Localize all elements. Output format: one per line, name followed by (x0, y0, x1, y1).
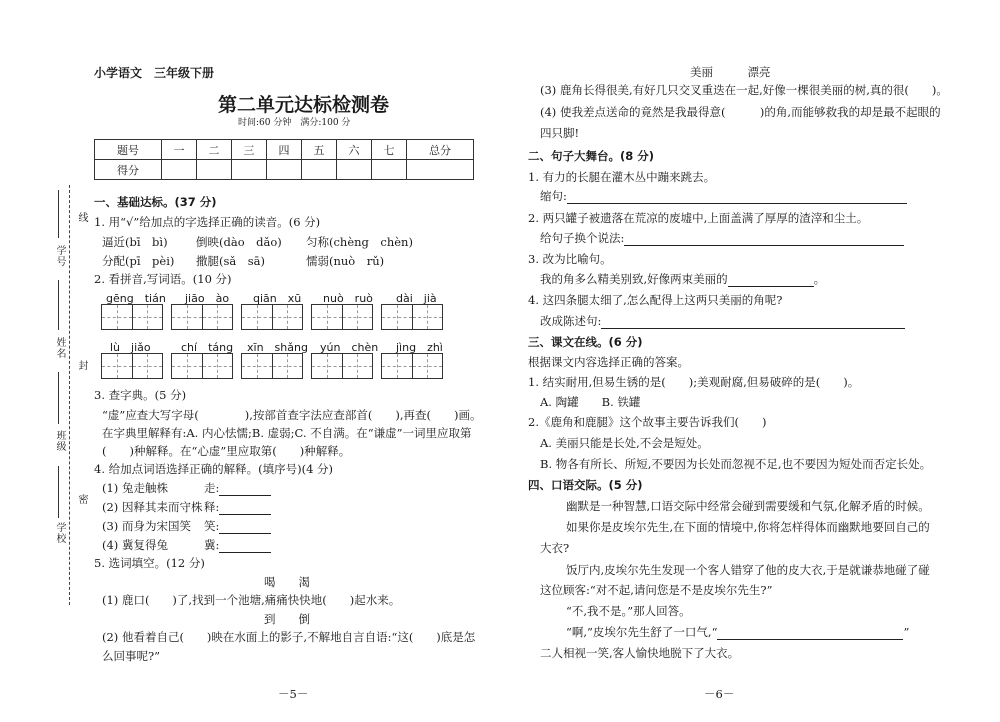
score-input-cell[interactable] (267, 160, 302, 180)
sentence-question: 3. 改为比喻句。 (528, 252, 612, 266)
section-3-heading: 三、课文在线。(6 分) (528, 335, 643, 349)
q5-sentence[interactable]: (1) 鹿口( )了,找到一个池塘,痛痛快快地( )起水来。 (102, 593, 401, 607)
score-cell: 五 (301, 140, 336, 160)
pinyin-label: jiāo ào (185, 292, 230, 305)
writing-grid[interactable] (241, 304, 303, 330)
q4-item-left: (2) 因释其耒而守株 (102, 500, 203, 514)
answer-prompt: 我的角多么精美别致,好像两束美丽的 (540, 272, 728, 286)
pinyin-label: nuò ruò (323, 292, 373, 305)
choice-option[interactable]: B. 物各有所长、所短,不要因为长处而忽视不足,也不要因为短处而否定长处。 (540, 457, 932, 471)
q5-sentence[interactable]: (3) 鹿角长得很美,有好几只交叉重迭在一起,好像一棵很美丽的树,真的很( )。 (540, 83, 948, 97)
score-input-cell[interactable] (301, 160, 336, 180)
xuexiao-line[interactable] (58, 466, 59, 518)
choice-options[interactable]: A. 陶罐 B. 铁罐 (540, 395, 641, 409)
answer-line[interactable] (219, 521, 271, 534)
score-cell: 题号 (95, 140, 162, 160)
q5-sentence[interactable]: (4) 使我差点送命的竟然是我最得意( )的角,而能够救我的却是最不起眼的 (540, 105, 941, 119)
pinyin-label: xīn shǎng (247, 341, 308, 354)
answer-line[interactable] (219, 540, 271, 553)
label-xuehao: 学号 (54, 245, 65, 267)
q4-item-right[interactable] (204, 520, 271, 534)
q4-item-key: 笑: (204, 519, 220, 533)
score-input-cell[interactable] (197, 160, 232, 180)
answer-row[interactable] (540, 232, 904, 246)
q4-item-key: 冀: (204, 538, 220, 552)
xuehao-line[interactable] (58, 190, 59, 238)
q4-item-right[interactable] (204, 501, 271, 515)
banji-line[interactable] (58, 372, 59, 424)
answer-end: 。 (813, 272, 826, 286)
q5-word-choices: 美丽 漂亮 (690, 65, 771, 79)
q4-item-right[interactable] (204, 482, 271, 496)
pinyin-label: qiān xū (253, 292, 302, 305)
answer-line[interactable] (728, 274, 814, 287)
story-text: “不,我不是。”那人回答。 (566, 604, 691, 618)
section-3-intro: 根据课文内容选择正确的答案。 (528, 355, 689, 369)
pinyin-label: dài jià (396, 292, 437, 305)
score-cell: 得分 (95, 160, 162, 180)
sentence-question: 4. 这四条腿太细了,怎么配得上这两只美丽的角呢? (528, 293, 783, 307)
page-number-left: －5－ (278, 687, 309, 701)
writing-grid[interactable] (241, 353, 303, 379)
q3-line: 在字典里解释有:A. 内心怯懦;B. 虚弱;C. 不自满。在“谦虚”一词里应取第 (102, 426, 472, 440)
question-5: 5. 选词填空。(12 分) (94, 556, 205, 570)
answer-line[interactable] (717, 627, 903, 640)
page-number-right: －6－ (704, 687, 735, 701)
choice-option[interactable]: A. 美丽只能是长处,不会是短处。 (540, 436, 709, 450)
story-text: 饭厅内,皮埃尔先生发现一个客人错穿了他的皮大衣,于是就谦恭地碰了碰 (566, 563, 930, 577)
score-cell: 三 (232, 140, 267, 160)
writing-grid[interactable] (311, 353, 373, 379)
writing-grid[interactable] (381, 304, 443, 330)
score-cell: 七 (371, 140, 406, 160)
label-xingming: 姓名 (54, 337, 65, 359)
story-text: 这位顾客:“对不起,请问您是不是皮埃尔先生?” (540, 583, 773, 597)
pinyin-label: yún chèn (320, 341, 379, 354)
pinyin-label: chí táng (181, 341, 234, 354)
q1-item[interactable]: 倒映(dào dǎo) (196, 235, 282, 249)
q1-item[interactable]: 匀称(chèng chèn) (306, 235, 413, 249)
q4-item-left: (3) 而身为宋国笑 (102, 519, 191, 533)
story-text: 二人相视一笑,客人愉快地脱下了大衣。 (540, 646, 740, 660)
q4-item-key: 释: (204, 500, 220, 514)
binding-mark-mi: 密 (76, 494, 87, 505)
pinyin-label: lù jiǎo (110, 341, 151, 354)
q4-item-left: (1) 兔走触株 (102, 481, 168, 495)
binding-mark-feng: 封 (76, 360, 87, 371)
q5-word-choices: 到 倒 (264, 612, 310, 626)
q5-sentence: 四只脚! (540, 126, 580, 140)
writing-grid[interactable] (171, 304, 233, 330)
score-cell: 四 (267, 140, 302, 160)
q3-line[interactable]: ( )种解释。在“心虚”里应取第( )种解释。 (102, 444, 351, 458)
question-4: 4. 给加点词语选择正确的解释。(填序号)(4 分) (94, 462, 334, 476)
q1-item[interactable]: 分配(pī pèi) (102, 254, 175, 268)
score-cell: 六 (336, 140, 371, 160)
q5-sentence[interactable]: (2) 他看着自己( )映在水面上的影子,不解地自言自语:“这( )底是怎 (102, 630, 476, 644)
q3-line[interactable]: “虚”应查大写字母( ),按部首查字法应查部首( ),再查( )画。 (102, 408, 482, 422)
score-table-score-row (95, 160, 474, 180)
answer-line[interactable] (219, 483, 271, 496)
answer-row[interactable] (540, 315, 905, 329)
q1-item[interactable]: 逼近(bī bì) (102, 235, 168, 249)
paragraph: 如果你是皮埃尔先生,在下面的情境中,你将怎样得体而幽默地要回自己的 (566, 520, 930, 534)
q4-item-left: (4) 冀复得兔 (102, 538, 168, 552)
answer-line[interactable] (624, 233, 904, 246)
score-input-cell[interactable] (162, 160, 197, 180)
answer-label: 给句子换个说法: (540, 231, 625, 245)
section-4-heading: 四、口语交际。(5 分) (528, 478, 643, 492)
q4-item-right[interactable] (204, 539, 271, 553)
score-input-cell[interactable] (336, 160, 371, 180)
answer-line[interactable] (567, 191, 907, 204)
answer-row[interactable] (566, 626, 909, 640)
label-xuexiao: 学校 (54, 522, 65, 544)
q5-word-choices: 喝 渴 (264, 575, 310, 589)
paragraph: 幽默是一种智慧,口语交际中经常会碰到需要缓和气氛,化解矛盾的时候。 (566, 499, 930, 513)
section-1-heading: 一、基础达标。(37 分) (94, 195, 217, 209)
q5-sentence: 么回事呢?” (102, 649, 161, 663)
answer-row[interactable] (540, 273, 825, 287)
exam-subtitle: 时间:60 分钟 满分:100 分 (238, 118, 351, 128)
section-2-heading: 二、句子大舞台。(8 分) (528, 149, 655, 163)
xingming-line[interactable] (58, 280, 59, 330)
book-header: 小学语文 三年级下册 (94, 66, 215, 80)
page-title: 第二单元达标检测卷 (218, 94, 390, 116)
score-input-cell[interactable] (371, 160, 406, 180)
sentence-question: 2. 两只罐子被遗落在荒凉的废墟中,上面盖满了厚厚的渣滓和尘土。 (528, 211, 869, 225)
score-input-cell[interactable] (232, 160, 267, 180)
score-cell: 二 (197, 140, 232, 160)
writing-grid[interactable] (311, 304, 373, 330)
answer-line[interactable] (219, 502, 271, 515)
writing-grid[interactable] (101, 304, 163, 330)
q1-item[interactable]: 懦弱(nuò rǔ) (306, 254, 385, 268)
answer-label: 改成陈述句: (540, 314, 602, 328)
choice-question[interactable]: 2.《鹿角和鹿腿》这个故事主要告诉我们( ) (528, 415, 767, 429)
binding-mark-xian: 线 (76, 212, 87, 223)
question-3: 3. 查字典。(5 分) (94, 388, 187, 402)
pinyin-label: jìng zhì (396, 341, 443, 354)
q1-item[interactable]: 撒腿(sǎ sā) (196, 254, 265, 268)
score-table-header-row (95, 140, 474, 160)
paragraph: 大衣? (540, 541, 570, 555)
q4-item-key: 走: (204, 481, 220, 495)
sentence-question: 1. 有力的长腿在灌木丛中蹦来跳去。 (528, 170, 716, 184)
writing-grid[interactable] (171, 353, 233, 379)
answer-line[interactable] (601, 316, 905, 329)
score-table (94, 139, 474, 180)
pinyin-label: gēng tián (106, 292, 166, 305)
story-text: “啊,”皮埃尔先生舒了一口气,“ (566, 625, 718, 639)
label-banji: 班级 (54, 430, 65, 452)
score-input-cell[interactable] (406, 160, 473, 180)
writing-grid[interactable] (101, 353, 163, 379)
answer-label: 缩句: (540, 189, 567, 203)
binding-dashed-line (69, 185, 70, 605)
score-cell: 一 (162, 140, 197, 160)
writing-grid[interactable] (381, 353, 443, 379)
score-cell: 总分 (406, 140, 473, 160)
answer-row[interactable] (540, 190, 907, 204)
question-2: 2. 看拼音,写词语。(10 分) (94, 272, 232, 286)
story-text: ” (903, 625, 910, 639)
choice-question[interactable]: 1. 结实耐用,但易生锈的是( );美观耐腐,但易破碎的是( )。 (528, 375, 860, 389)
question-1: 1. 用“√”给加点的字选择正确的读音。(6 分) (94, 215, 321, 229)
